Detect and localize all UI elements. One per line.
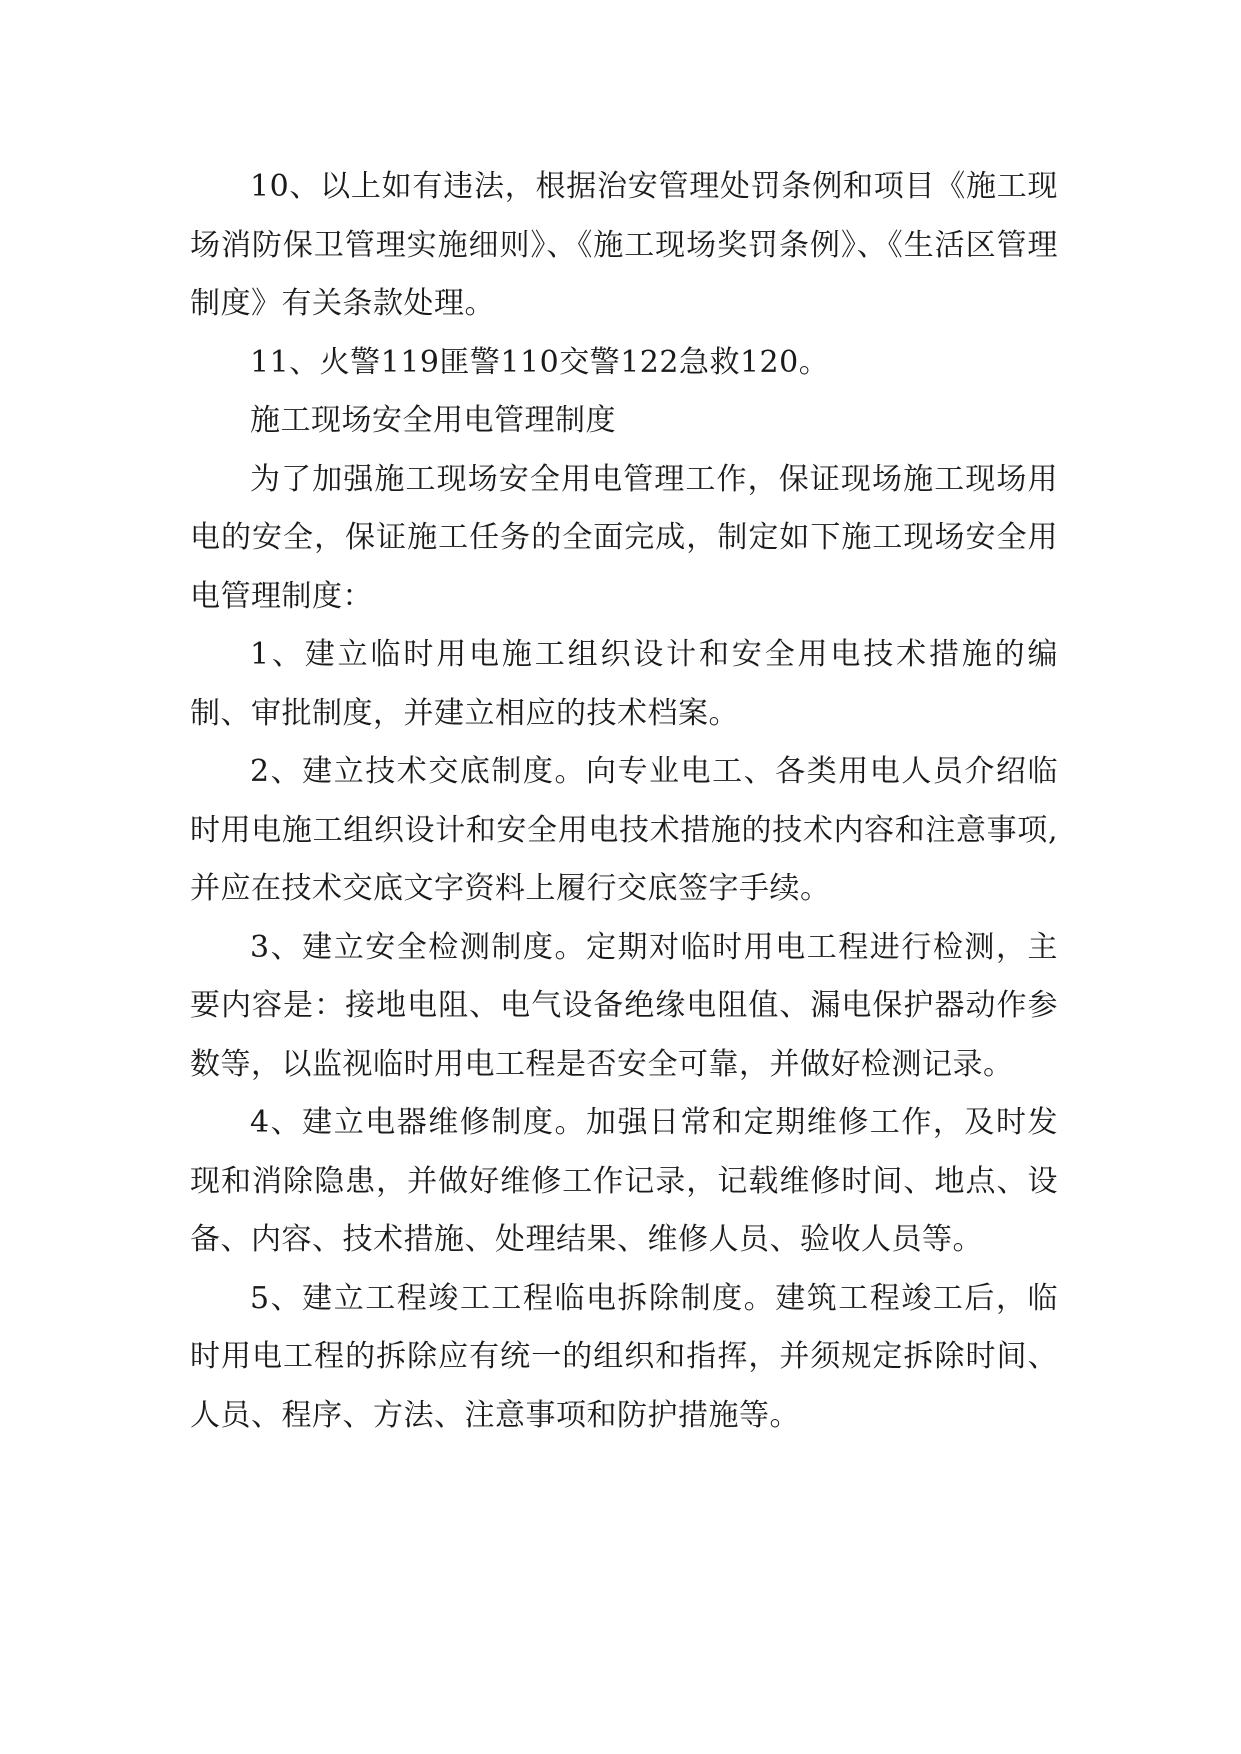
paragraph-item-5: 5、建立工程竣工工程临电拆除制度。建筑工程竣工后，临时用电工程的拆除应有统一的组织和指挥，并须规定拆除时间、人员、程序、方法、注意事项和防护措施等。 bbox=[190, 1280, 1058, 1433]
paragraph-item-3: 3、建立安全检测制度。定期对临时用电工程进行检测，主要内容是：接地电阻、电气设备绝缘电阻值、漏电保护器动作参数等，以监视临时用电工程是否安全可靠，并做好检测记录。 bbox=[190, 929, 1058, 1082]
section-heading: 施工现场安全用电管理制度 bbox=[250, 403, 616, 438]
paragraph-clause-11: 11、火警119匪警110交警122急救120。 bbox=[250, 344, 830, 380]
paragraph-item-4: 4、建立电器维修制度。加强日常和定期维修工作，及时发现和消除隐患，并做好维修工作记录，记载维修时间、地点、设备、内容、技术措施、处理结果、维修人员、验收人员等。 bbox=[190, 1105, 1058, 1257]
paragraph-clause-10: 10、以上如有违法，根据治安管理处罚条例和项目《施工现场消防保卫管理实施细则》、《施工现场奖罚条例》、《生活区管理制度》有关条款处理。 bbox=[190, 169, 1058, 321]
paragraph-item-2: 2、建立技术交底制度。向专业电工、各类用电人员介绍临时用电施工组织设计和安全用电技术措施的技术内容和注意事项,并应在技术交底文字资料上履行交底签字手续。 bbox=[190, 754, 1058, 906]
document-body bbox=[190, 158, 1058, 1445]
paragraph-intro: 为了加强施工现场安全用电管理工作，保证现场施工现场用电的安全，保证施工任务的全面完成，制定如下施工现场安全用电管理制度： bbox=[190, 461, 1058, 614]
paragraph-item-1: 1、建立临时用电施工组织设计和安全用电技术措施的编制、审批制度，并建立相应的技术档案。 bbox=[190, 637, 1058, 731]
